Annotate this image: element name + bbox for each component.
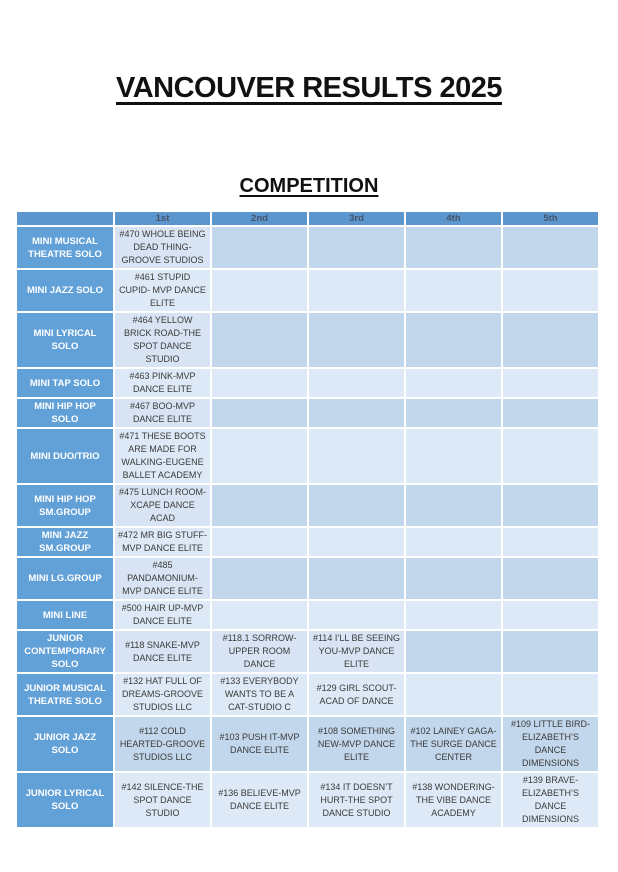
placement-cell-empty <box>502 557 599 600</box>
table-row <box>16 484 599 527</box>
placement-cell: #102 LAINEY GAGA- THE SURGE DANCE CENTER <box>405 716 502 772</box>
table-row <box>16 527 599 557</box>
placement-cell: #138 WONDERING- THE VIBE DANCE ACADEMY <box>405 772 502 828</box>
placement-cell: #118.1 SORROW- UPPER ROOM DANCE <box>211 630 308 673</box>
placement-cell: #463 PINK-MVP DANCE ELITE <box>114 368 211 398</box>
placement-cell: #103 PUSH IT-MVP DANCE ELITE <box>211 716 308 772</box>
placement-cell: #139 BRAVE- ELIZABETH’S DANCE DIMENSIONS <box>502 772 599 828</box>
table-row <box>16 630 599 673</box>
placement-cell-empty <box>211 269 308 312</box>
placement-cell-empty <box>405 484 502 527</box>
placement-cell-empty <box>405 428 502 484</box>
placement-cell-empty <box>211 428 308 484</box>
placement-cell: #132 HAT FULL OF DREAMS-GROOVE STUDIOS LLC <box>114 673 211 716</box>
placement-cell: #109 LITTLE BIRD- ELIZABETH’S DANCE DIMENSIONS <box>502 716 599 772</box>
placement-cell-empty <box>405 226 502 269</box>
placement-cell-empty <box>308 557 405 600</box>
section-title: COMPETITION <box>239 175 379 197</box>
placement-cell-empty <box>405 630 502 673</box>
placement-cell: #461 STUPID CUPID- MVP DANCE ELITE <box>114 269 211 312</box>
placement-cell-empty <box>308 368 405 398</box>
placement-cell-empty <box>308 269 405 312</box>
placement-cell: #129 GIRL SCOUT- ACAD OF DANCE <box>308 673 405 716</box>
table-row <box>16 772 599 828</box>
placement-cell: #472 MR BIG STUFF- MVP DANCE ELITE <box>114 527 211 557</box>
placement-cell-empty <box>405 398 502 428</box>
table-row <box>16 269 599 312</box>
column-header: 3rd <box>308 211 405 226</box>
category-cell: MINI TAP SOLO <box>16 368 114 398</box>
results-table-header <box>16 211 599 226</box>
category-cell: MINI HIP HOP SOLO <box>16 398 114 428</box>
placement-cell-empty <box>211 527 308 557</box>
category-cell: JUNIOR JAZZ SOLO <box>16 716 114 772</box>
placement-cell-empty <box>502 484 599 527</box>
placement-cell-empty <box>211 312 308 368</box>
placement-cell-empty <box>405 557 502 600</box>
column-header: 4th <box>405 211 502 226</box>
placement-cell-empty <box>405 673 502 716</box>
placement-cell-empty <box>211 226 308 269</box>
category-cell: MINI HIP HOP SM.GROUP <box>16 484 114 527</box>
placement-cell: #134 IT DOESN’T HURT-THE SPOT DANCE STUDIO <box>308 772 405 828</box>
placement-cell-empty <box>308 398 405 428</box>
placement-cell-empty <box>502 673 599 716</box>
page-title: VANCOUVER RESULTS 2025 <box>116 72 502 104</box>
placement-cell-empty <box>308 600 405 630</box>
category-cell: MINI LINE <box>16 600 114 630</box>
table-row <box>16 398 599 428</box>
column-header: 2nd <box>211 211 308 226</box>
placement-cell-empty <box>211 368 308 398</box>
column-header: 1st <box>114 211 211 226</box>
placement-cell-empty <box>502 630 599 673</box>
placement-cell: #118 SNAKE-MVP DANCE ELITE <box>114 630 211 673</box>
table-row <box>16 716 599 772</box>
placement-cell-empty <box>405 527 502 557</box>
category-cell: MINI MUSICAL THEATRE SOLO <box>16 226 114 269</box>
table-row <box>16 600 599 630</box>
table-row <box>16 312 599 368</box>
category-cell: MINI JAZZ SOLO <box>16 269 114 312</box>
placement-cell-empty <box>502 312 599 368</box>
placement-cell-empty <box>211 600 308 630</box>
category-cell: JUNIOR LYRICAL SOLO <box>16 772 114 828</box>
placement-cell-empty <box>405 312 502 368</box>
placement-cell-empty <box>502 527 599 557</box>
category-cell: JUNIOR MUSICAL THEATRE SOLO <box>16 673 114 716</box>
placement-cell: #470 WHOLE BEING DEAD THING- GROOVE STUDIOS <box>114 226 211 269</box>
placement-cell-empty <box>308 428 405 484</box>
placement-cell-empty <box>502 428 599 484</box>
placement-cell-empty <box>502 269 599 312</box>
table-row <box>16 673 599 716</box>
table-row <box>16 428 599 484</box>
placement-cell-empty <box>502 398 599 428</box>
placement-cell: #136 BELIEVE-MVP DANCE ELITE <box>211 772 308 828</box>
placement-cell-empty <box>405 600 502 630</box>
placement-cell-empty <box>308 312 405 368</box>
placement-cell: #133 EVERYBODY WANTS TO BE A CAT-STUDIO C <box>211 673 308 716</box>
placement-cell-empty <box>211 557 308 600</box>
header-row <box>16 211 599 226</box>
placement-cell: #471 THESE BOOTS ARE MADE FOR WALKING-EUGENE BALLET ACADEMY <box>114 428 211 484</box>
placement-cell-empty <box>308 484 405 527</box>
placement-cell: #500 HAIR UP-MVP DANCE ELITE <box>114 600 211 630</box>
corner-header-cell <box>16 211 114 226</box>
category-cell: MINI JAZZ SM.GROUP <box>16 527 114 557</box>
table-row <box>16 557 599 600</box>
placement-cell-empty <box>211 398 308 428</box>
placement-cell-empty <box>211 484 308 527</box>
placement-cell-empty <box>405 269 502 312</box>
placement-cell: #467 BOO-MVP DANCE ELITE <box>114 398 211 428</box>
placement-cell-empty <box>502 368 599 398</box>
category-cell: MINI LYRICAL SOLO <box>16 312 114 368</box>
placement-cell: #485 PANDAMONIUM- MVP DANCE ELITE <box>114 557 211 600</box>
placement-cell: #464 YELLOW BRICK ROAD-THE SPOT DANCE STUDIO <box>114 312 211 368</box>
category-cell: JUNIOR CONTEMPORARY SOLO <box>16 630 114 673</box>
placement-cell-empty <box>502 226 599 269</box>
table-row <box>16 368 599 398</box>
placement-cell: #108 SOMETHING NEW-MVP DANCE ELITE <box>308 716 405 772</box>
placement-cell-empty <box>405 368 502 398</box>
placement-cell: #475 LUNCH ROOM- XCAPE DANCE ACAD <box>114 484 211 527</box>
category-cell: MINI DUO/TRIO <box>16 428 114 484</box>
placement-cell-empty <box>308 527 405 557</box>
table-row <box>16 226 599 269</box>
category-cell: MINI LG.GROUP <box>16 557 114 600</box>
results-table <box>15 210 600 829</box>
placement-cell: #114 I’LL BE SEEING YOU-MVP DANCE ELITE <box>308 630 405 673</box>
results-table-body <box>16 226 599 828</box>
placement-cell: #142 SILENCE-THE SPOT DANCE STUDIO <box>114 772 211 828</box>
placement-cell-empty <box>308 226 405 269</box>
column-header: 5th <box>502 211 599 226</box>
placement-cell: #112 COLD HEARTED-GROOVE STUDIOS LLC <box>114 716 211 772</box>
placement-cell-empty <box>502 600 599 630</box>
